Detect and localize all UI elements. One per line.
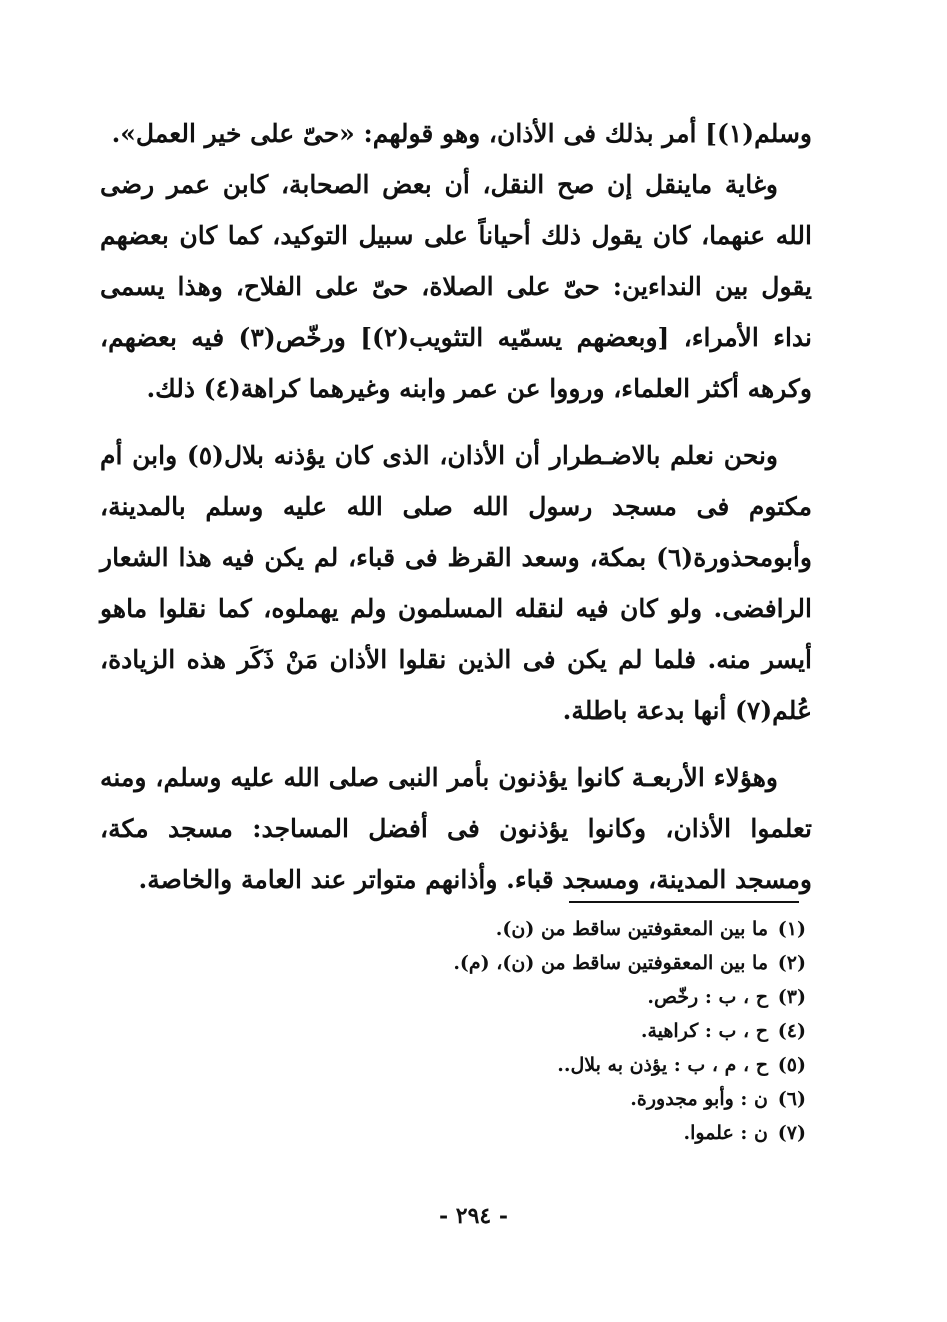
footnote-separator <box>569 901 799 903</box>
footnote-text: ح ، ب : كراهية. <box>640 1020 768 1042</box>
footnote-number: (١) <box>777 918 806 940</box>
footnote-1 <box>360 912 806 946</box>
footnote-number: (٧) <box>777 1122 806 1144</box>
footnote-number: (٥) <box>777 1054 806 1076</box>
main-text <box>100 108 812 905</box>
footnote-5 <box>360 1048 806 1082</box>
footnote-number: (٦) <box>777 1088 806 1110</box>
footnote-text: ن : علموا. <box>683 1122 768 1144</box>
footnote-text: ما بين المعقوفتين ساقط من (ن)، (م). <box>453 952 768 974</box>
footnote-text: ن : وأبو مجدورة. <box>630 1088 768 1110</box>
footnote-text: ح ، م ، ب : يؤذن به بلال.. <box>557 1054 768 1076</box>
paragraph-3: ونحن نعلم بالاضـطرار أن الأذان، الذى كان يؤذنه بلال(٥) وابن أم مكتوم فى مسجد رسول الله صلى الله عليه وسلم بالمدينة، وأبومحذورة(٦) بمكة، وسعد القرظ فى قباء، لم يكن فيه هذا الشعار الرافضى. ولو كان فيه لنقله المسلمون ولم يهملوه، كما نقلوا ماهو أيسر منه. فلما لم يكن فى الذين نقلوا الأذان مَنْ ذَكَر هذه الزيادة، عُلم(٧) أنها بدعة باطلة. <box>100 441 812 725</box>
footnote-3 <box>360 980 806 1014</box>
paragraph-1: وسلم(١)] أمر بذلك فى الأذان، وهو قولهم: «حىّ على خير العمل». <box>111 119 812 148</box>
footnote-7 <box>360 1116 806 1150</box>
footnote-number: (٤) <box>777 1020 806 1042</box>
footnote-6 <box>360 1082 806 1116</box>
page-number: - ٢٩٤ - <box>438 1203 509 1229</box>
footnote-2 <box>360 946 806 980</box>
footnote-number: (٣) <box>777 986 806 1008</box>
footnote-4 <box>360 1014 806 1048</box>
footnotes-list <box>360 912 806 1150</box>
paragraph-4: وهؤلاء الأربعـة كانوا يؤذنون بأمر النبى صلى الله عليه وسلم، ومنه تعلموا الأذان، وكانوا يؤذنون فى أفضل المساجد: مسجد مكة، ومسجد المدينة، ومسجد قباء. وأذانهم متواتر عند العامة والخاصة. <box>100 763 812 894</box>
paragraph-2: وغاية ماينقل إن صح النقل، أن بعض الصحابة، كابن عمر رضى الله عنهما، كان يقول ذلك أحياناً على سبيل التوكيد، كما كان بعضهم يقول بين النداءين: حىّ على الصلاة، حىّ على الفلاح، وهذا يسمى نداء الأمراء، [وبعضهم يسمّيه التثويب(٢)] ورخّص(٣) فيه بعضهم، وكرهه أكثر العلماء، ورووا عن عمر وابنه وغيرهما كراهة(٤) ذلك. <box>100 170 813 403</box>
footnote-text: ما بين المعقوفتين ساقط من (ن). <box>495 918 768 940</box>
footnote-text: ح ، ب : رخّص. <box>647 986 768 1008</box>
footnote-number: (٢) <box>777 952 806 974</box>
